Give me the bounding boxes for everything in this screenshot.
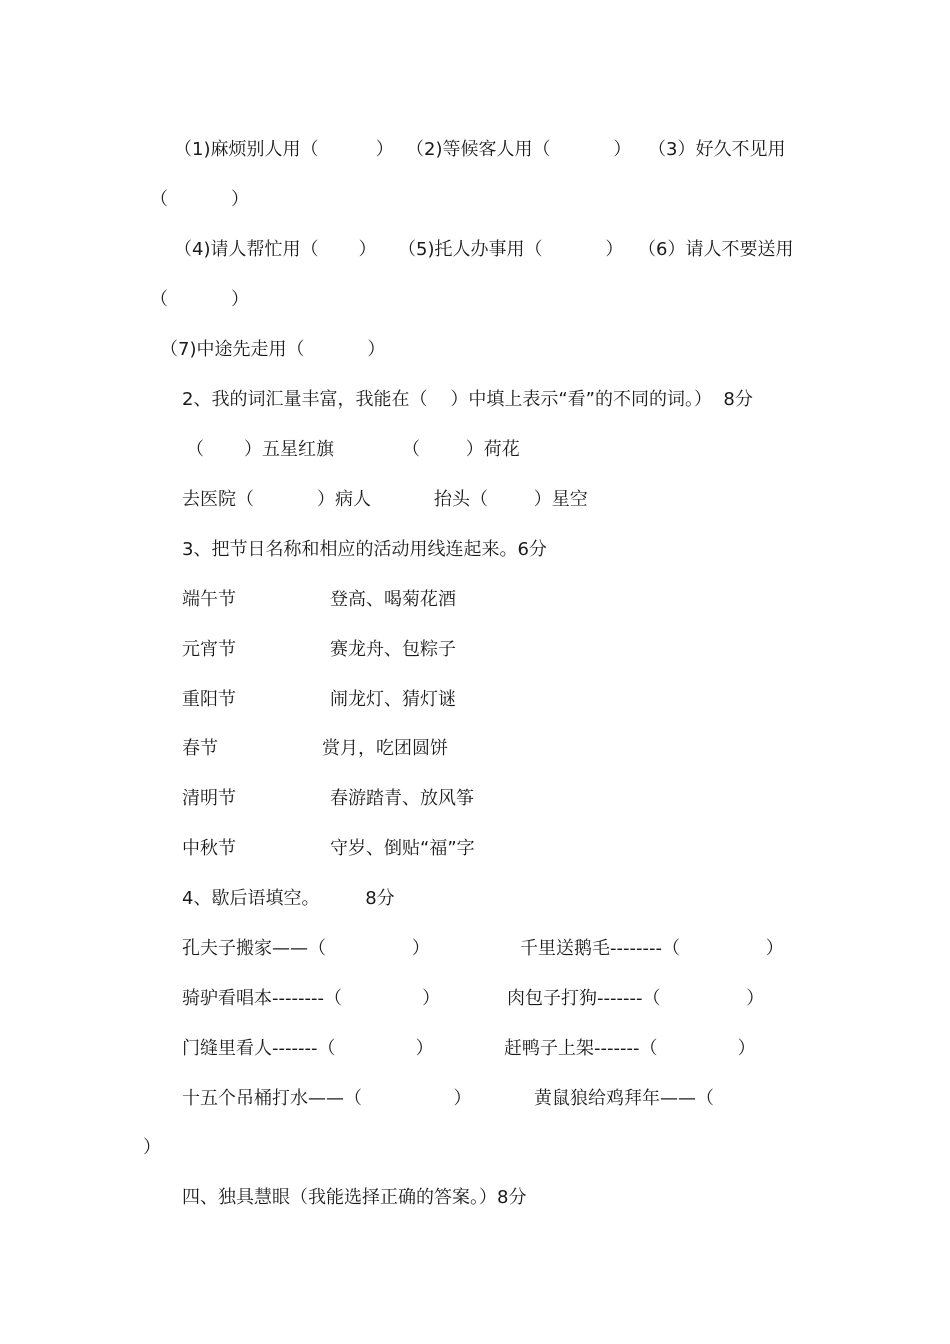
festival-activity: 守岁、倒贴“福”字 [330,838,475,859]
polite-row-3: （7)中途先走用（ ） [160,339,386,360]
festival-activity: 赛龙舟、包粽子 [330,639,456,660]
blank-item-6: （6）请人不要送用 [638,239,794,260]
q3-pair-5 [0,784,950,814]
q2-item-3: 去医院（ ）病人 [182,489,371,510]
xiehouyu-item: 门缝里看人-------（ ） [182,1038,434,1059]
q2-row-1 [0,435,950,465]
xiehouyu-item: 骑驴看唱本--------（ ） [182,988,441,1009]
festival-activity: 闹龙灯、猜灯谜 [330,689,456,710]
q3-pair-3 [0,685,950,715]
festival-name: 重阳节 [182,689,236,710]
q3-pair-1 [0,585,950,615]
polite-row-1 [0,135,950,165]
section-4-title: 四、独具慧眼（我能选择正确的答案。）8分 [182,1187,527,1208]
polite-row-2 [0,235,950,265]
festival-activity: 赏月，吃团圆饼 [322,738,448,759]
q4-row-2 [0,984,950,1014]
q3-pair-6 [0,834,950,864]
xiehouyu-item: 赶鸭子上架-------（ ） [504,1038,756,1059]
q3-title: 3、把节日名称和相应的活动用线连起来。6分 [182,539,547,560]
festival-name: 中秋节 [182,838,236,859]
blank-item-2: （2)等候客人用（ ） [406,139,632,160]
xiehouyu-item: 十五个吊桶打水——（ ） [182,1088,472,1109]
q2-item-4: 抬头（ ）星空 [434,489,588,510]
xiehouyu-item: 肉包子打狗-------（ ） [507,988,765,1009]
festival-name: 端午节 [182,589,236,610]
q4-row-1 [0,934,950,964]
blank-item-1: （1)麻烦别人用（ ） [174,139,394,160]
xiehouyu-item: 孔夫子搬家——（ ） [182,938,430,959]
q4-row-3 [0,1034,950,1064]
q3-pair-2 [0,635,950,665]
q2-title: 2、我的词汇量丰富，我能在（ ）中填上表示“看”的不同的词。） 8分 [182,389,753,410]
q4-row-4 [0,1084,950,1114]
festival-name: 清明节 [182,788,236,809]
blank-item-5: （5)托人办事用（ ） [398,239,624,260]
q4-title: 4、歇后语填空。 8分 [182,888,395,909]
q4-row-4-cont: ） [143,1137,161,1158]
festival-activity: 春游踏青、放风筝 [330,788,474,809]
polite-row-1-cont: （ ） [150,189,249,210]
q2-item-2: （ ）荷花 [402,439,520,460]
xiehouyu-item: 黄鼠狼给鸡拜年——（ [534,1088,714,1109]
festival-name: 元宵节 [182,639,236,660]
q3-pair-4 [0,734,950,764]
q2-item-1: （ ）五星红旗 [186,439,335,460]
q2-row-2 [0,485,950,515]
xiehouyu-item: 千里送鹅毛--------（ ） [520,938,784,959]
blank-item-3: （3）好久不见用 [648,139,786,160]
festival-name: 春节 [182,738,218,759]
polite-row-2-cont: （ ） [150,289,249,310]
blank-item-4: （4)请人帮忙用（ ） [174,239,377,260]
festival-activity: 登高、喝菊花酒 [330,589,456,610]
